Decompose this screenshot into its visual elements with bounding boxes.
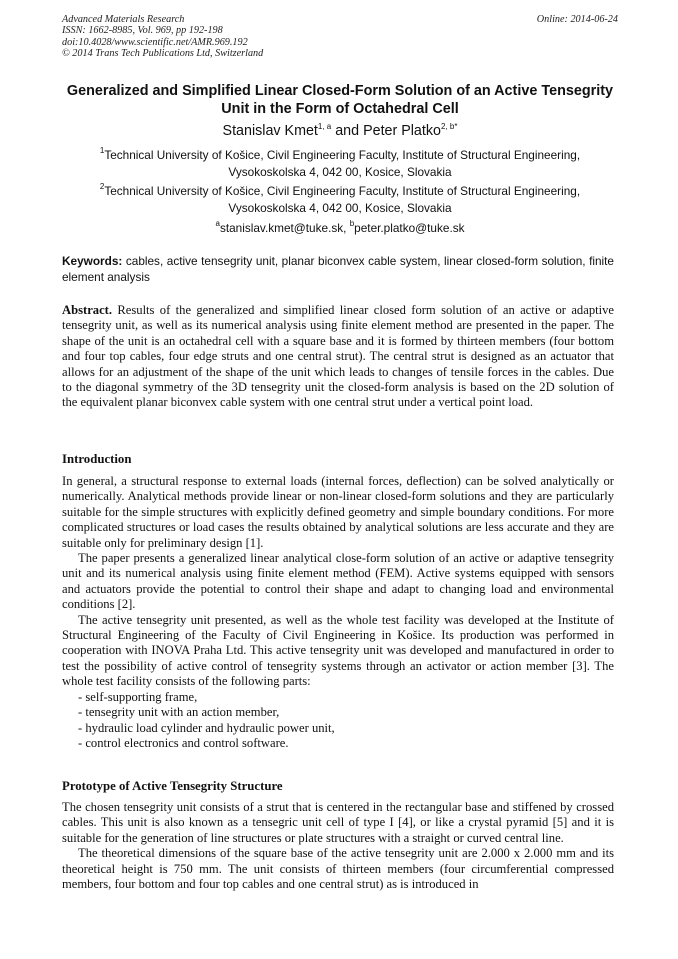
email-line [62, 220, 618, 236]
author-2-name: Peter Platko [363, 123, 441, 139]
issn-line: ISSN: 1662-8985, Vol. 969, pp 192-198 [62, 25, 223, 37]
journal-name: Advanced Materials Research [62, 14, 185, 25]
abstract-label: Abstract. [62, 303, 113, 317]
affiliation-2-line2: Vysokoskolska 4, 042 00, Kosice, Slovakia [228, 201, 452, 215]
doi-line: doi:10.4028/www.scientific.net/AMR.969.192 [62, 36, 248, 48]
author-1-sup: 1, a [317, 122, 332, 131]
author-1-name: Stanislav Kmet [222, 123, 318, 139]
affiliation-2-line1: Technical University of Košice, Civil Engineering Faculty, Institute of Structural Engineering, [104, 184, 581, 198]
affiliation-1 [62, 147, 618, 181]
affiliation-1-line2: Vysokoskolska 4, 042 00, Kosice, Slovakia [228, 165, 452, 179]
email-b-sup: b [349, 219, 355, 228]
keywords-label: Keywords: [62, 254, 123, 268]
list-item: - self-supporting frame, [78, 690, 614, 705]
email-b[interactable]: peter.platko@tuke.sk [354, 221, 465, 235]
abstract-block [62, 303, 614, 411]
keywords-block [62, 254, 614, 285]
email-a-sup: a [215, 219, 220, 228]
author-line [62, 122, 618, 140]
prototype-paragraph-2: The theoretical dimensions of the square base of the active tensegrity unit are 2.000 x 2.000 mm and its theoretical height is 750 mm. The unit consists of thirteen members (four circumferential compressed members, four bottom and four top cables and one central strut) as is introduced in [62, 846, 614, 892]
intro-paragraph-2: The paper presents a generalized linear analytical close-form solution of an active or adaptive tensegrity unit and its numerical analysis using finite element method (FEM). Active systems equipped with sensors and actuators provide the potential to control their shape and adapt to changing load and environmental conditions [2]. [62, 551, 614, 612]
author-2-sup: 2, b* [440, 122, 458, 131]
author-conjunction: and [335, 123, 360, 139]
list-item: - hydraulic load cylinder and hydraulic power unit, [78, 721, 614, 736]
introduction-heading: Introduction [62, 452, 132, 466]
affiliation-1-line1: Technical University of Košice, Civil Engineering Faculty, Institute of Structural Engineering, [104, 148, 581, 162]
keywords-text: cables, active tensegrity unit, planar biconvex cable system, linear closed-form solution, finite element analysis [62, 254, 614, 284]
affiliation-1-sup: 1 [99, 146, 105, 155]
test-facility-list [62, 690, 614, 752]
list-item: - tensegrity unit with an action member, [78, 705, 614, 720]
intro-paragraph-3: The active tensegrity unit presented, as well as the whole test facility was developed at the Institute of Structural Engineering of the Faculty of Civil Engineering in Košice. Its production was performed in cooperation with INOVA Praha Ltd. This active tensegrity unit was developed and manufactured in order to test the possibility of active control of tensegrity systems through an activator or action member [3]. The whole test facility consists of the following parts: [62, 612, 614, 689]
paper-title: Generalized and Simplified Linear Closed-Form Solution of an Active Tensegrity Unit in the Form of Octahedral Cell [66, 83, 614, 117]
prototype-heading: Prototype of Active Tensegrity Structure [62, 779, 283, 793]
copyright-line: © 2014 Trans Tech Publications Ltd, Switzerland [62, 48, 264, 60]
email-a[interactable]: stanislav.kmet@tuke.sk, [219, 221, 347, 235]
intro-paragraph-1: In general, a structural response to external loads (internal forces, deflection) can be solved analytically or numerically. Analytical methods provide linear or non-linear closed-form solutions and they are particularly suitable for the simple structures with explicitly defined geometry and simple boundary conditions. For more complicated structures or load cases the results obtained by analytical solutions are less accurate and they are suitable only for preliminary design [1]. [62, 474, 614, 550]
affiliation-2 [62, 183, 618, 217]
affiliation-2-sup: 2 [99, 182, 105, 191]
journal-header [62, 14, 618, 60]
online-date: Online: 2014-06-24 [536, 14, 618, 25]
list-item: - control electronics and control software. [78, 736, 614, 751]
prototype-paragraph-1: The chosen tensegrity unit consists of a strut that is centered in the rectangular base and stiffened by crossed cables. This unit is also known as a tensegric unit cell of type I [4], or like a crystal pyramid [5] and it is suitable for the generation of line structures or plate structures with a straight or curved central line. [62, 800, 614, 845]
introduction-body [62, 474, 614, 751]
prototype-body [62, 800, 614, 892]
abstract-text: Results of the generalized and simplified linear closed form solution of an active or adaptive tensegrity unit, as well as its numerical analysis using finite element method are presented in the paper. The shape of the unit is an octahedral cell with a square base and it is formed by thirteen members (four bottom and four top cables, four edge struts and one central strut). The central strut is designed as an actuator that allows for an adjustment of the shape of the unit which leads to changes of tensile forces in the cables. Due to the diagonal symmetry of the 3D tensegrity unit the closed-form analysis is based on the 2D solution of the equivalent planar biconvex cable system with one central strut under a vertical point load. [62, 303, 614, 410]
